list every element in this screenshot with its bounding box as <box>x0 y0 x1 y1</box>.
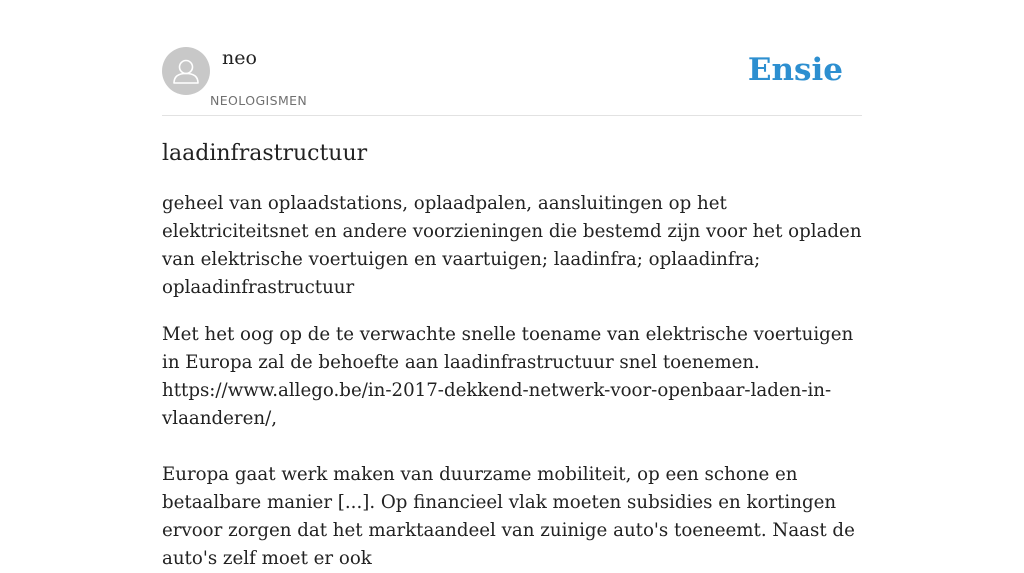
ensie-logo[interactable]: Ensie <box>747 52 843 88</box>
header-divider <box>162 115 862 116</box>
entry-definition: geheel van oplaadstations, oplaadpalen, aansluitingen op het elektriciteitsnet en andere voorzieningen die bestemd zijn voor het opladen van elektrische voertuigen en vaartuigen; laadinfra; oplaadinfra; oplaadinfrastructuur <box>162 193 862 298</box>
example-spacer <box>162 433 862 461</box>
example-paragraph: Europa gaat werk maken van duurzame mobiliteit, op een schone en betaalbare manier [...]. Op financieel vlak moeten subsidies en kortingen ervoor zorgen dat het marktaandeel van zuinige auto's toeneemt. Naast de auto's zelf moet er ook <box>162 464 855 569</box>
entry-term: laadinfrastructuur <box>162 141 368 166</box>
author-name[interactable]: neo <box>222 47 257 69</box>
entry-examples <box>162 321 862 573</box>
category-label[interactable]: NEOLOGISMEN <box>210 93 308 108</box>
avatar[interactable] <box>162 47 210 95</box>
entry-content <box>162 139 862 573</box>
example-paragraph: Met het oog op de te verwachte snelle toename van elektrische voertuigen in Europa zal de behoefte aan laadinfrastructuur snel toenemen. https://www.allego.be/in-2017-dekkend-netwerk-voor-openbaar-laden-in-vlaanderen/, <box>162 324 854 429</box>
user-avatar-icon <box>162 47 210 95</box>
